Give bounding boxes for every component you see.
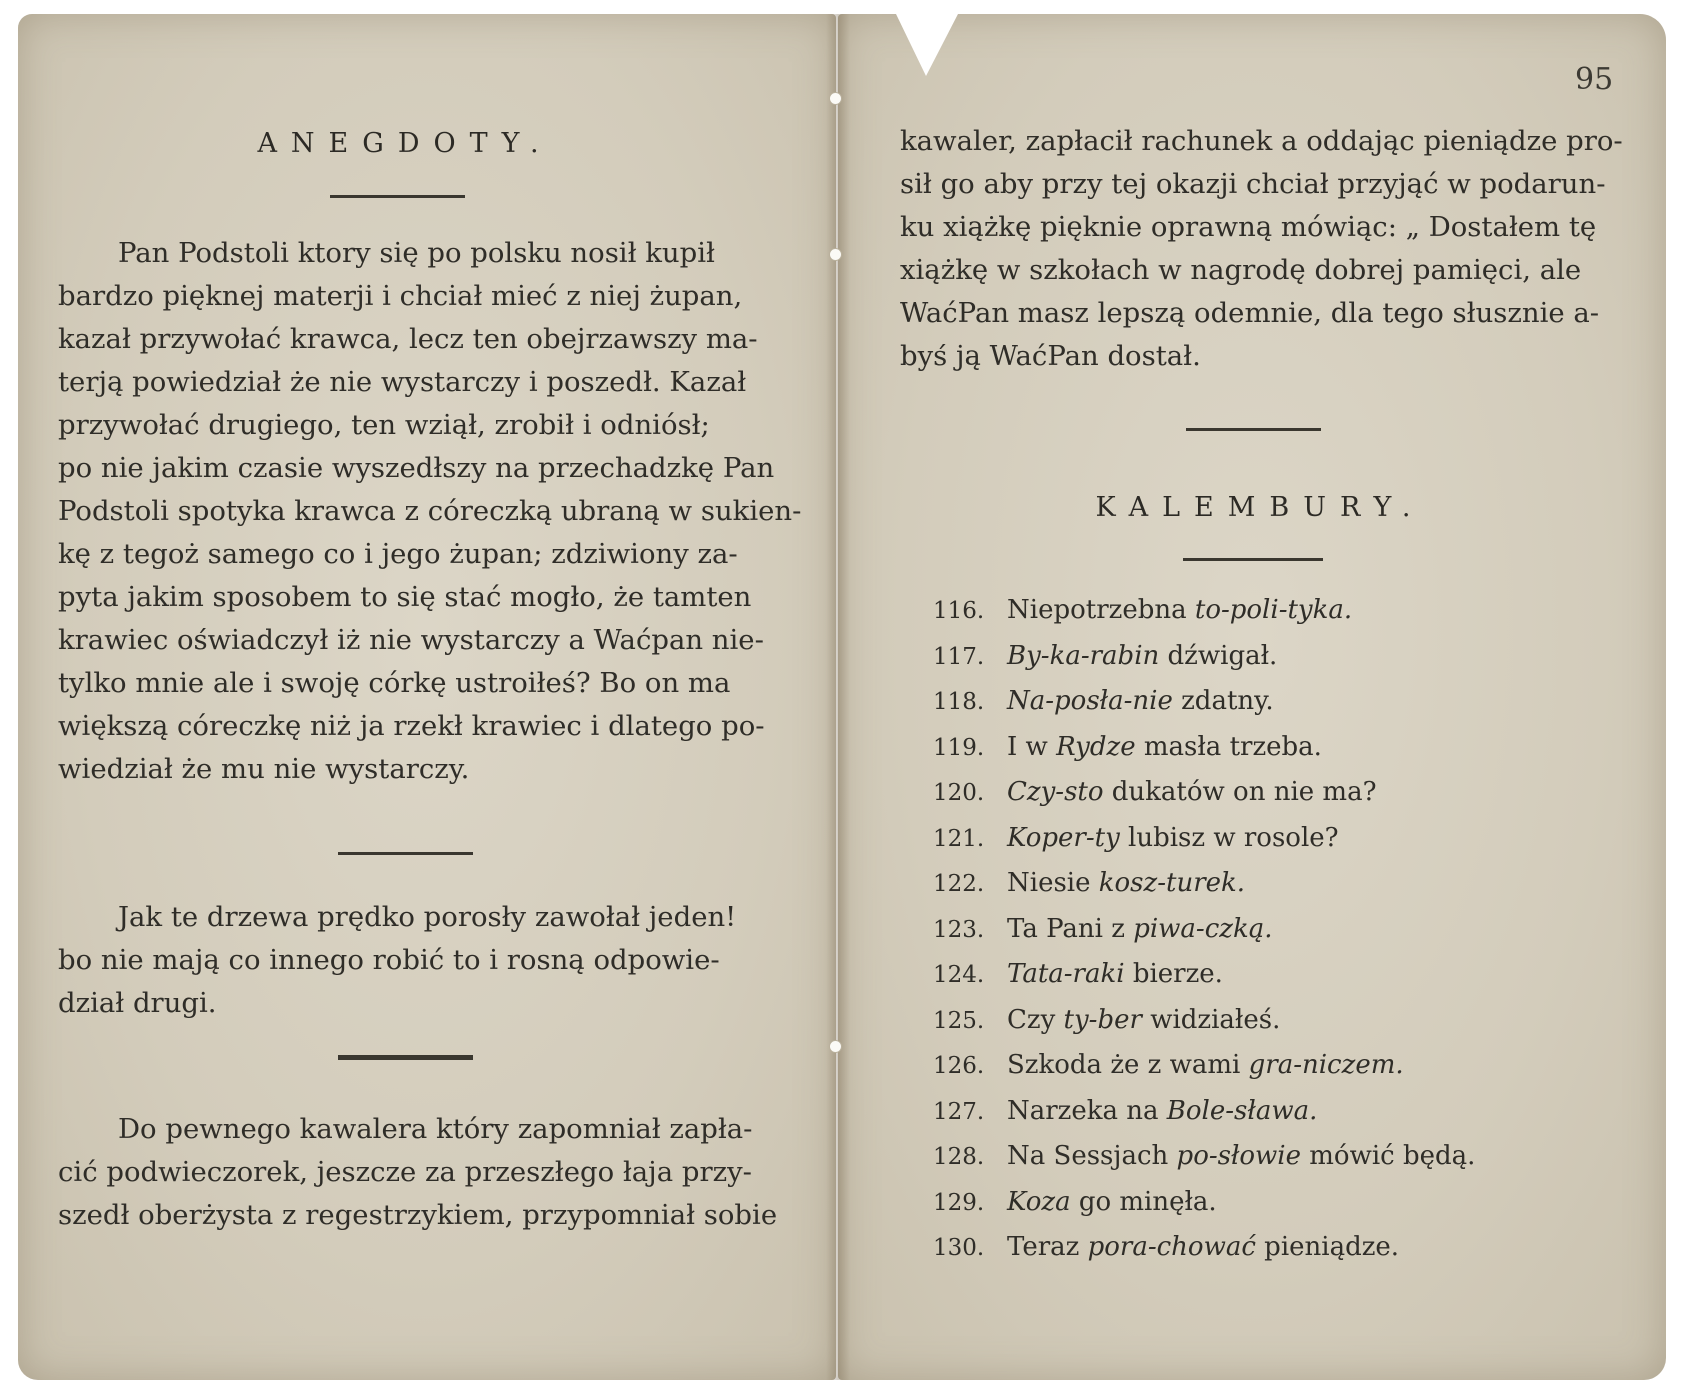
item-number: 122. xyxy=(933,871,985,897)
section-divider xyxy=(330,195,465,198)
text-line: bo nie mają co innego robić to i rosną odpowie- xyxy=(58,944,720,976)
binding-hole xyxy=(829,92,842,105)
text-line: krawiec oświadczył iż nie wystarczy a Waćpan nie- xyxy=(58,624,764,656)
item-number: 123. xyxy=(933,916,985,943)
item-text: pieniądze. xyxy=(1255,1232,1400,1262)
list-item xyxy=(933,952,1613,998)
anecdote-1 xyxy=(58,232,802,791)
item-pun: to-poli-tyka. xyxy=(1194,595,1353,625)
item-text: Ta Pani z xyxy=(1007,913,1134,944)
text-line: cić podwieczorek, jeszcze za przeszłego łaja przy- xyxy=(58,1156,752,1188)
text-line: WaćPan masz lepszą odemnie, dla tego słusznie a- xyxy=(900,297,1600,329)
item-number: 120. xyxy=(933,780,985,806)
list-item xyxy=(933,1043,1613,1089)
item-number: 125. xyxy=(933,1007,985,1034)
kalembury-list xyxy=(933,588,1613,1271)
list-item xyxy=(933,1089,1613,1135)
text-line: ku xiążkę pięknie oprawną mówiąc: „ Dostałem tę xyxy=(900,211,1597,243)
text-line: wiedział że mu nie wystarczy. xyxy=(58,753,470,785)
item-pun: Tata-raki xyxy=(1007,959,1125,989)
item-text: Na Sessjach xyxy=(1007,1141,1177,1171)
section-divider xyxy=(338,1055,473,1060)
item-text: Czy xyxy=(1007,1004,1064,1035)
item-pun: gra-niczem. xyxy=(1248,1050,1404,1080)
item-number: 116. xyxy=(933,598,985,624)
section-divider xyxy=(338,852,473,855)
text-line: dział drugi. xyxy=(58,987,217,1019)
item-text: dźwigał. xyxy=(1159,640,1278,671)
list-item xyxy=(933,725,1613,771)
item-pun: pora-chować xyxy=(1087,1232,1256,1262)
item-text: I w xyxy=(1007,731,1057,762)
item-number: 117. xyxy=(933,643,985,670)
anecdote-3 xyxy=(58,1108,778,1237)
text-line: xiążkę w szkołach w nagrodę dobrej pamięci, ale xyxy=(900,254,1582,286)
item-number: 119. xyxy=(933,734,985,761)
list-item xyxy=(933,1180,1613,1226)
list-item xyxy=(933,1225,1613,1271)
item-pun: Rydze xyxy=(1056,731,1136,762)
item-pun: piwa-czką. xyxy=(1133,913,1273,944)
text-line: sił go aby przy tej okazji chciał przyjąć w podarun- xyxy=(900,168,1606,200)
list-item xyxy=(933,998,1613,1044)
item-pun: Na-posła-nie xyxy=(1007,686,1173,716)
kalembury-heading: KALEMBURY. xyxy=(1095,492,1425,523)
text-line: Podstoli spotyka krawca z córeczką ubraną w sukien- xyxy=(58,495,802,527)
binding-hole xyxy=(829,1040,842,1053)
text-line: kazał przywołać krawca, lecz ten obejrzawszy ma- xyxy=(58,323,758,355)
list-item xyxy=(933,816,1613,862)
list-item xyxy=(933,634,1613,680)
item-text: Narzeka na xyxy=(1007,1095,1167,1126)
text-line: tylko mnie ale i swoję córkę ustroiłeś? Bo on ma xyxy=(58,667,731,699)
text-line: kawaler, zapłacił rachunek a oddając pieniądze pro- xyxy=(900,125,1623,157)
item-pun: Koper-ty xyxy=(1007,822,1120,853)
item-pun: By-ka-rabin xyxy=(1007,640,1160,671)
item-text: widziałeś. xyxy=(1141,1004,1281,1035)
item-text: mówić będą. xyxy=(1301,1141,1476,1171)
text-line: bardzo pięknej materji i chciał mieć z niej żupan, xyxy=(58,280,743,312)
item-text: Teraz xyxy=(1007,1232,1088,1262)
anegdoty-heading: ANEGDOTY. xyxy=(257,128,553,159)
list-item xyxy=(933,861,1613,907)
text-line: przywołać drugiego, ten wziął, zrobił i odniósł; xyxy=(58,409,710,441)
item-number: 129. xyxy=(933,1189,985,1216)
item-number: 124. xyxy=(933,962,985,988)
item-pun: po-słowie xyxy=(1176,1141,1302,1171)
list-item xyxy=(933,907,1613,953)
item-text: Szkoda że z wami xyxy=(1007,1050,1249,1080)
item-number: 118. xyxy=(933,689,985,715)
book-gutter xyxy=(826,14,850,1380)
text-line: po nie jakim czasie wyszedłszy na przechadzkę Pan xyxy=(58,452,775,484)
item-number: 128. xyxy=(933,1144,985,1170)
item-number: 130. xyxy=(933,1235,985,1261)
item-text: Niesie xyxy=(1007,868,1099,898)
anecdote-3-continuation xyxy=(900,120,1623,378)
text-line: Pan Podstoli ktory się po polsku nosił kupił xyxy=(118,237,715,269)
item-number: 127. xyxy=(933,1098,985,1125)
item-text: zdatny. xyxy=(1172,686,1274,716)
binding-hole xyxy=(829,248,842,261)
item-pun: Koza xyxy=(1007,1186,1071,1217)
item-pun: Czy-sto xyxy=(1007,777,1104,807)
text-line: Do pewnego kawalera który zapomniał zapła- xyxy=(118,1113,753,1145)
item-text: lubisz w rosole? xyxy=(1119,822,1339,853)
item-text: go minęła. xyxy=(1070,1186,1217,1217)
page-number: 95 xyxy=(1575,62,1614,97)
item-text: masła trzeba. xyxy=(1135,731,1322,762)
item-number: 121. xyxy=(933,825,985,852)
text-line: pyta jakim sposobem to się stać mogło, że tamten xyxy=(58,581,752,613)
list-item xyxy=(933,588,1613,634)
item-pun: Bole-sława. xyxy=(1166,1095,1318,1126)
anecdote-2 xyxy=(58,896,763,1025)
item-text: bierze. xyxy=(1124,959,1223,989)
text-line: kę z tegoż samego co i jego żupan; zdziwiony za- xyxy=(58,538,738,570)
text-line: terją powiedział że nie wystarczy i poszedł. Kazał xyxy=(58,366,747,398)
item-text: Niepotrzebna xyxy=(1007,595,1195,625)
list-item xyxy=(933,770,1613,816)
item-number: 126. xyxy=(933,1053,985,1079)
list-item xyxy=(933,679,1613,725)
list-item xyxy=(933,1134,1613,1180)
item-pun: ty-ber xyxy=(1063,1004,1142,1035)
text-line: szedł oberżysta z regestrzykiem, przypomniał sobie xyxy=(58,1199,778,1231)
text-line: Jak te drzewa prędko porosły zawołał jeden! xyxy=(118,901,737,933)
text-line: większą córeczkę niż ja rzekł krawiec i dlatego po- xyxy=(58,710,765,742)
section-divider xyxy=(1183,558,1323,561)
section-divider xyxy=(1186,428,1321,431)
item-pun: kosz-turek. xyxy=(1098,868,1246,898)
text-line: byś ją WaćPan dostał. xyxy=(900,340,1201,372)
item-text: dukatów on nie ma? xyxy=(1103,777,1377,807)
